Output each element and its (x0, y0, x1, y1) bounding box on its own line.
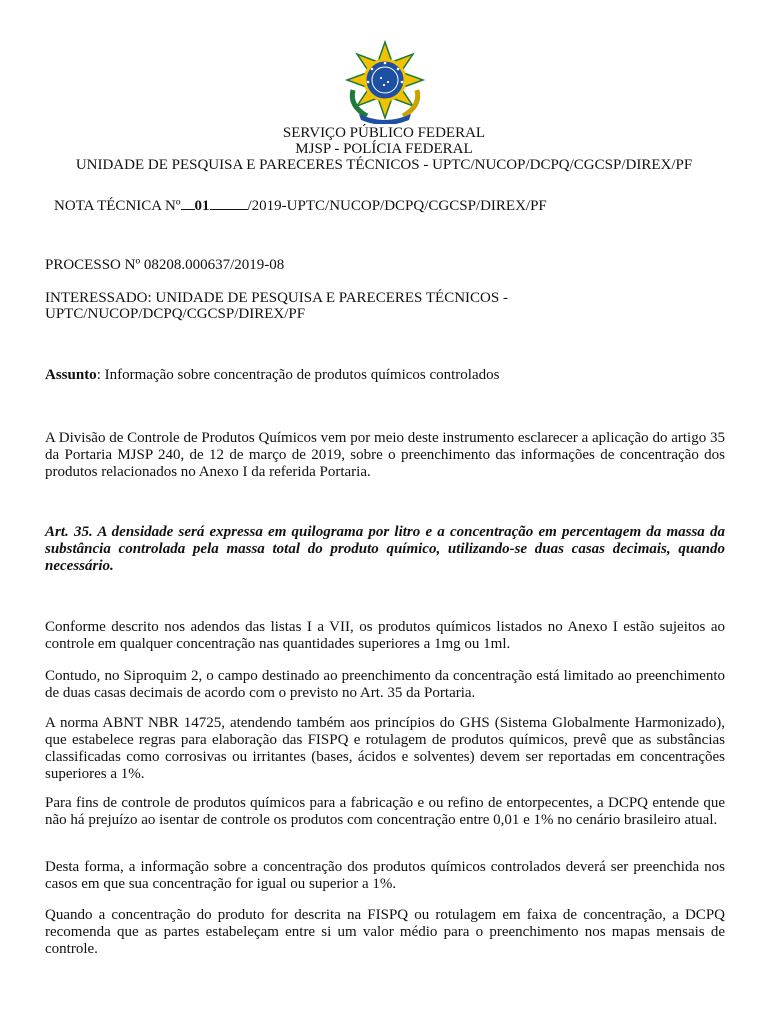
header-line-ministry: MJSP - POLÍCIA FEDERAL (295, 141, 473, 157)
nota-underline-right (210, 196, 248, 210)
interessado-line-2: UPTC/NUCOP/DCPQ/CGCSP/DIREX/PF (45, 306, 306, 322)
nota-underline-left (181, 196, 195, 210)
brazil-coat-of-arms-icon (343, 40, 427, 124)
paragraph-1: Conforme descrito nos adendos das listas I a VII, os produtos químicos listados no Anexo I estão sujeitos ao controle em qualquer concentração nas quantidades superiores a 1mg ou 1ml. (45, 619, 725, 652)
paragraph-6: Quando a concentração do produto for descrita na FISPQ ou rotulagem em faixa de concentração, a DCPQ recomenda que as partes estabeleçam entre si um valor médio para o preenchimento nos mapas mensais de controle. (45, 907, 725, 957)
nota-number: 01 (194, 198, 210, 214)
header-line-unit: UNIDADE DE PESQUISA E PARECERES TÉCNICOS - UPTC/NUCOP/DCPQ/CGCSP/DIREX/PF (75, 157, 693, 173)
header-line-service: SERVIÇO PÚBLICO FEDERAL (282, 125, 486, 141)
nota-prefix: NOTA TÉCNICA Nº (54, 198, 181, 214)
paragraph-3: A norma ABNT NBR 14725, atendendo também aos princípios do GHS (Sistema Globalmente Harmonizado), que estabelece regras para elaboração das FISPQ e rotulagem de produtos químicos, prevê que as substâncias classificadas como corrosivas ou irritantes (bases, ácidos e solventes) devem ser reportadas em concentrações superiores a 1%. (45, 715, 725, 782)
article-35-quote: Art. 35. A densidade será expressa em quilograma por litro e a concentração em percentagem da massa da substância controlada pela massa total do produto químico, utilizando-se duas casas decimais, quando necessário. (45, 524, 725, 574)
paragraph-5: Desta forma, a informação sobre a concentração dos produtos químicos controlados deverá ser preenchida nos casos em que sua concentração for igual ou superior a 1%. (45, 859, 725, 892)
paragraph-4: Para fins de controle de produtos químicos para a fabricação e ou refino de entorpecentes, a DCPQ entende que não há prejuízo ao isentar de controle os produtos com concentração entre 0,01 e 1% no cenário brasileiro atual. (45, 795, 725, 828)
assunto-text: : Informação sobre concentração de produtos químicos controlados (96, 367, 500, 383)
nota-tecnica-line (54, 196, 734, 215)
interessado-line-1: INTERESSADO: UNIDADE DE PESQUISA E PARECERES TÉCNICOS - (45, 290, 508, 306)
intro-paragraph: A Divisão de Controle de Produtos Químicos vem por meio deste instrumento esclarecer a aplicação do artigo 35 da Portaria MJSP 240, de 12 de março de 2019, sobre o preenchimento das informações de concentração dos produtos relacionados no Anexo I da referida Portaria. (45, 430, 725, 480)
nota-suffix: /2019-UPTC/NUCOP/DCPQ/CGCSP/DIREX/PF (247, 198, 547, 214)
processo-line: PROCESSO Nº 08208.000637/2019-08 (45, 257, 285, 273)
paragraph-2: Contudo, no Siproquim 2, o campo destinado ao preenchimento da concentração está limitado ao preenchimento de duas casas decimais de acordo com o previsto no Art. 35 da Portaria. (45, 668, 725, 701)
assunto-label: Assunto (45, 367, 97, 383)
assunto-line (45, 367, 725, 384)
